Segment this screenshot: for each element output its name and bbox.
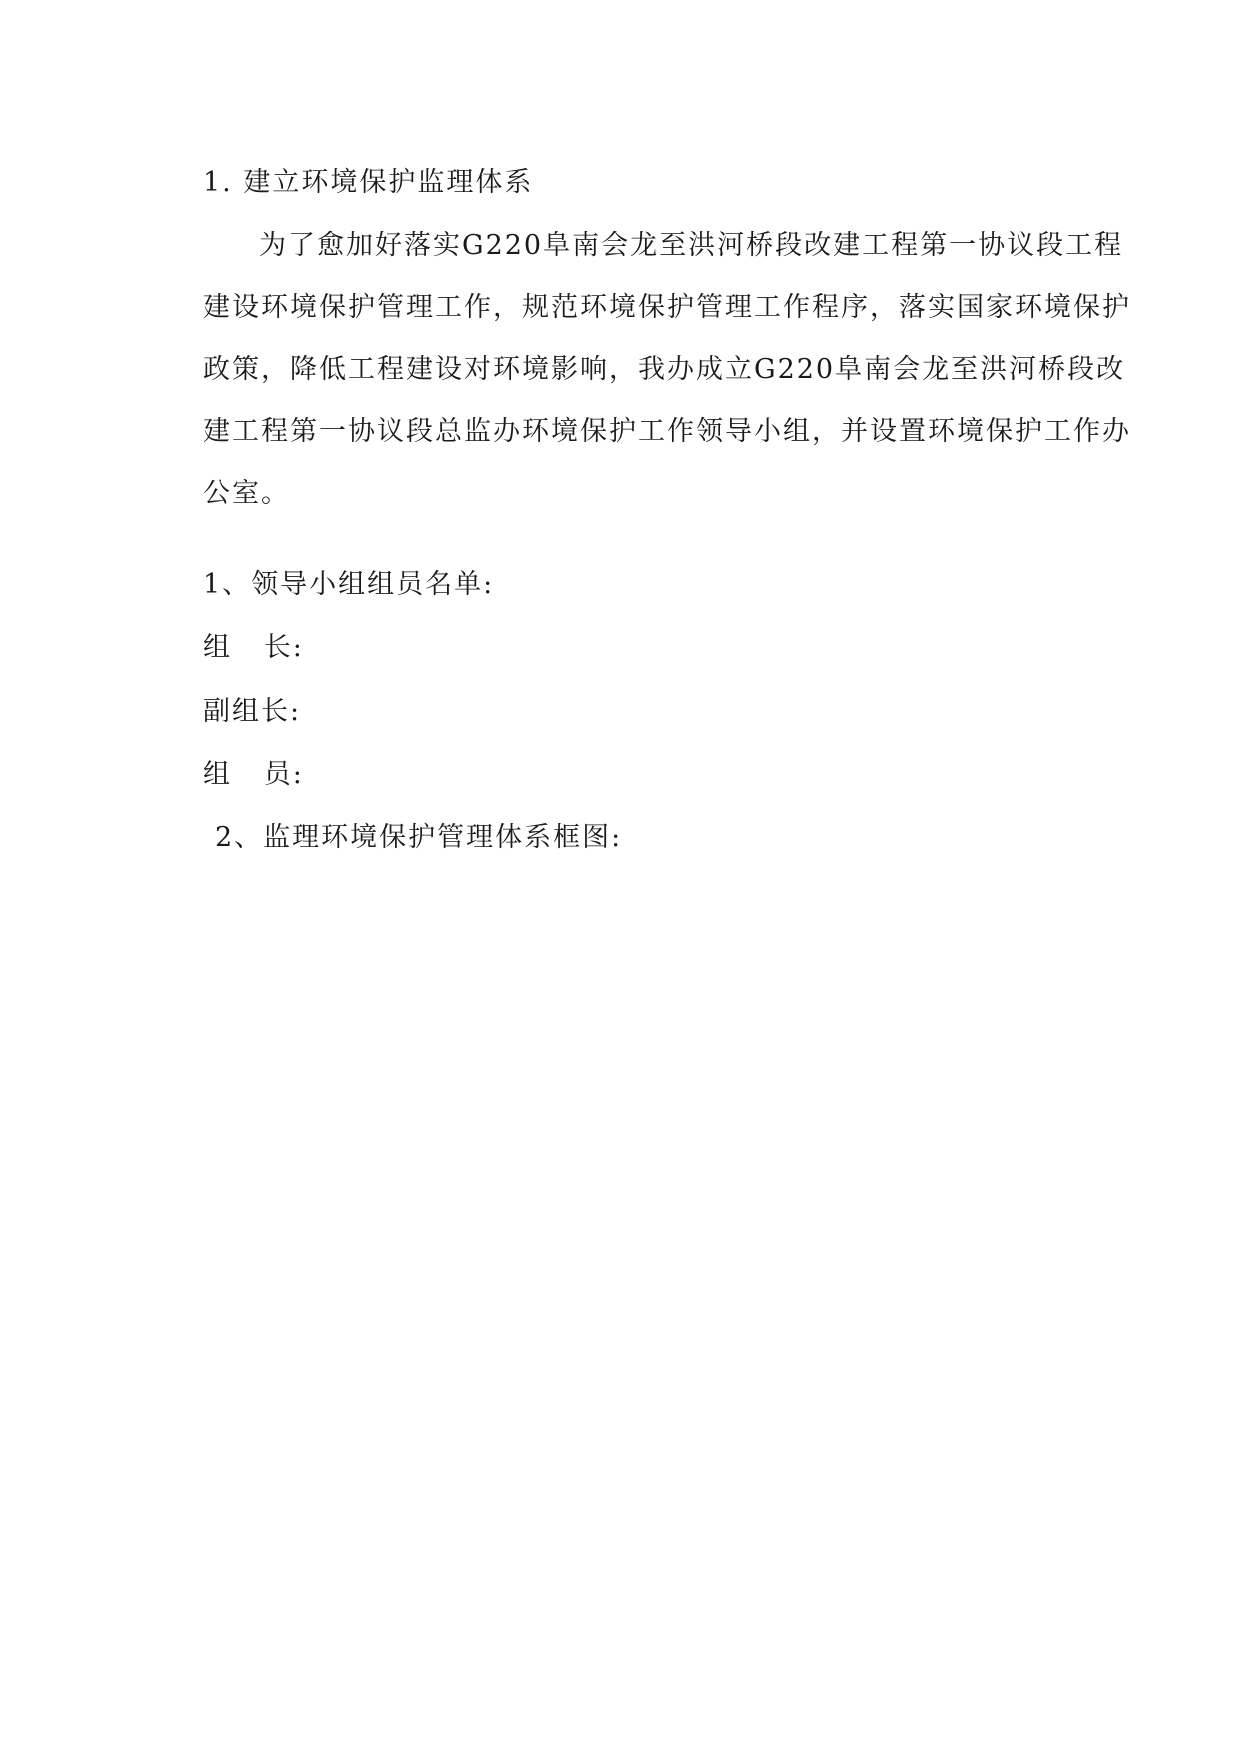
member-label	[203, 758, 304, 792]
intro-paragraph	[203, 229, 1131, 539]
intro-line: 建设环境保护管理工作，规范环境保护管理工作程序，落实国家环境保护	[203, 292, 1131, 323]
intro-line: 公室。	[203, 478, 290, 509]
intro-line: 政策，降低工程建设对环境影响，我办成立G220阜南会龙至洪河桥段改	[203, 354, 1126, 385]
framework-diagram-title: 2、监理环境保护管理体系框图:	[215, 822, 623, 853]
section-heading: 1. 建立环境保护监理体系	[203, 167, 534, 198]
member-label-text: 组 员:	[203, 759, 304, 790]
leader-label	[203, 631, 304, 665]
intro-line: 建工程第一协议段总监办环境保护工作领导小组，并设置环境保护工作办	[203, 416, 1131, 447]
leader-label-text: 组 长:	[203, 632, 304, 663]
leadership-list-title: 1、领导小组组员名单:	[203, 569, 495, 600]
intro-line: 为了愈加好落实G220阜南会龙至洪河桥段改建工程第一协议段工程	[259, 230, 1124, 261]
deputy-leader-label: 副组长:	[203, 696, 302, 727]
